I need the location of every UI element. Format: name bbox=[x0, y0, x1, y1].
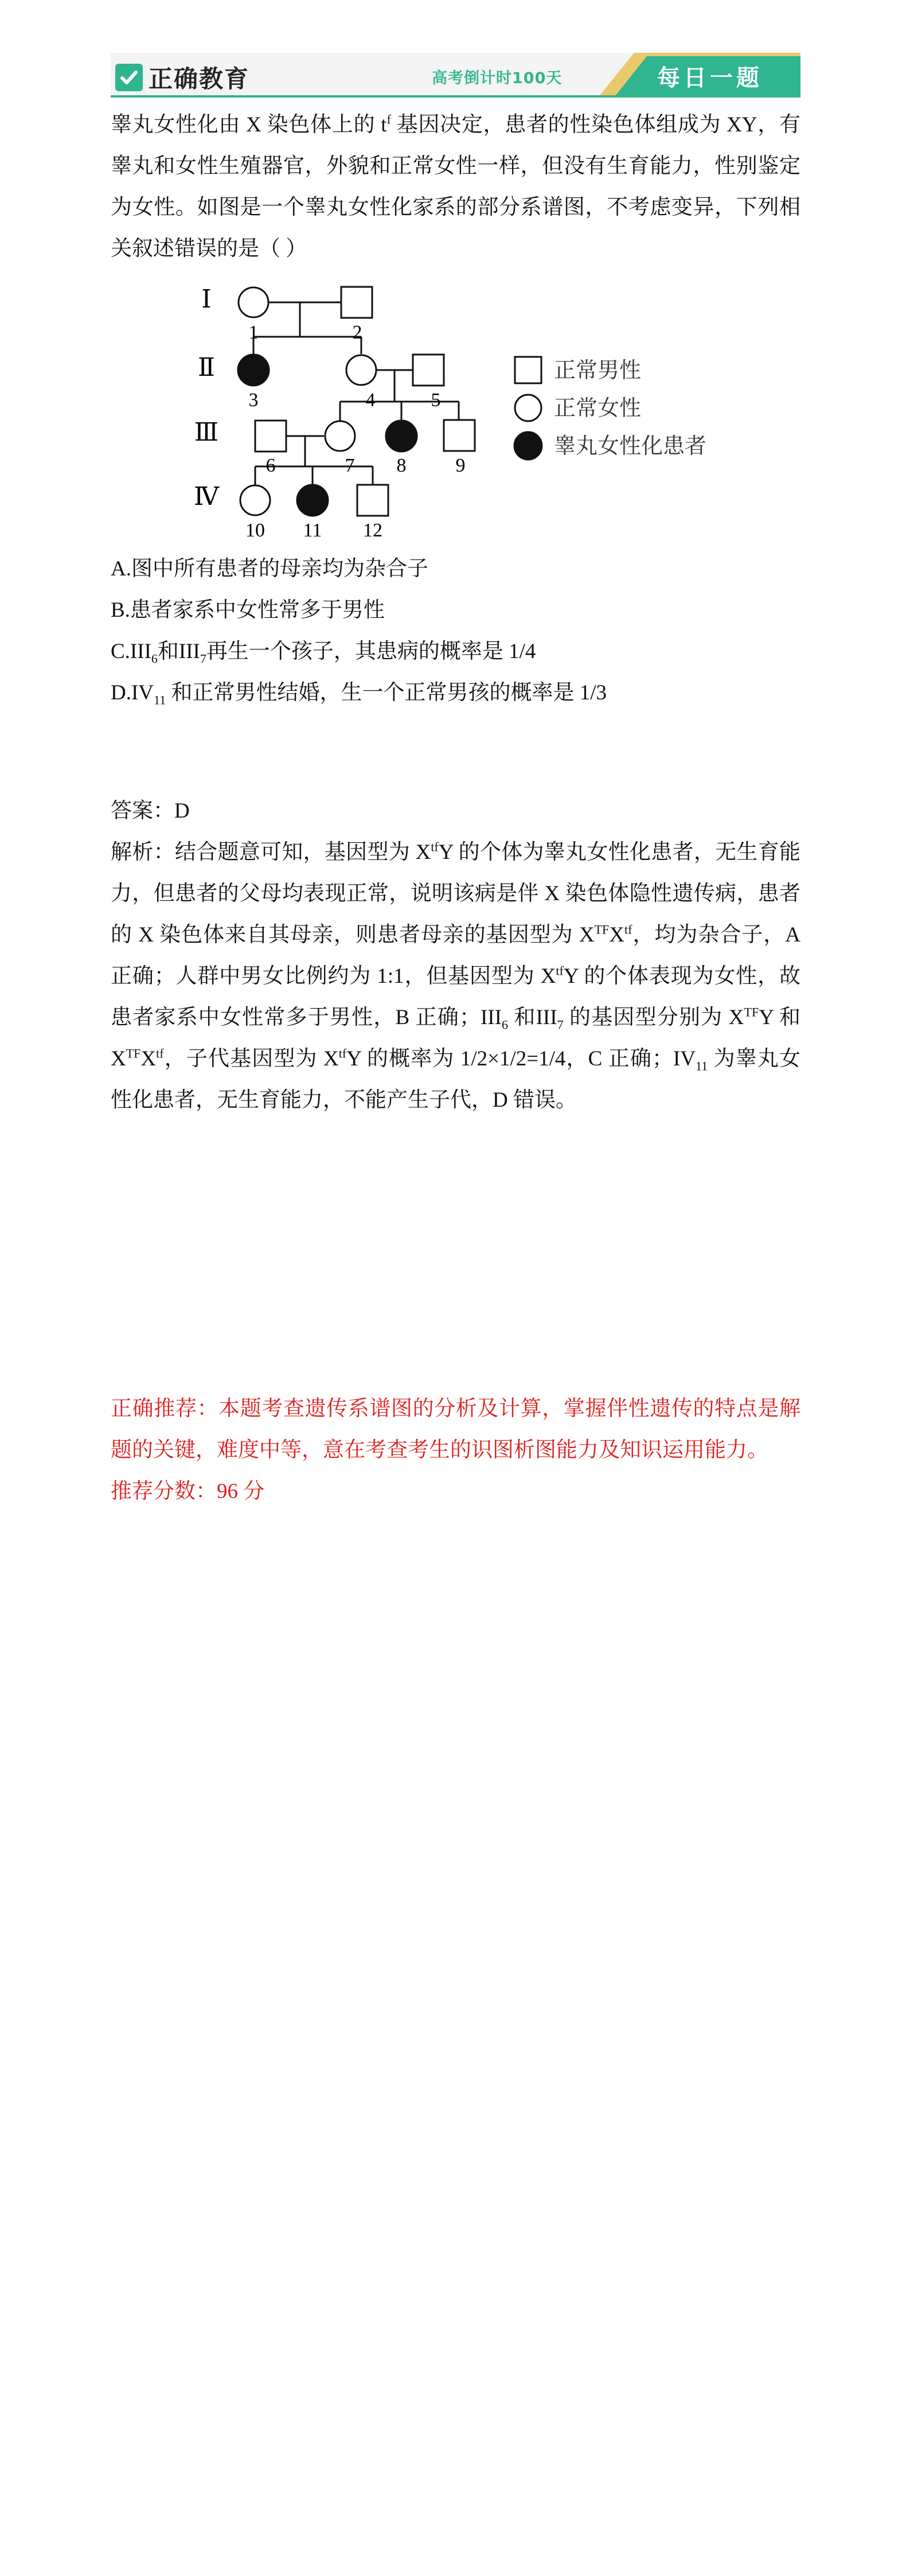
generation-label-2: Ⅱ bbox=[198, 353, 215, 382]
legend-normal-male: 正常男性 bbox=[554, 357, 642, 383]
explanation-sub-5: 6 bbox=[501, 1017, 508, 1032]
explanation-text-8: Y 和 X bbox=[111, 1006, 800, 1071]
recommendation-text: 正确推荐：本题考查遗传系谱图的分析及计算，掌握伴性遗传的特点是解题的关键，难度中等，意在考查考生的识图析图能力及知识运用能力。 bbox=[111, 1397, 800, 1462]
legend-patient: 睾丸女性化患者 bbox=[554, 433, 707, 458]
explanation-sup-9: tf bbox=[156, 1046, 164, 1061]
option-d-sub: 11 bbox=[154, 692, 166, 707]
individual-2-symbol bbox=[341, 287, 372, 318]
recommendation-score: 推荐分数：96 分 bbox=[111, 1480, 265, 1503]
stem-sup: f bbox=[386, 112, 391, 127]
individual-3-symbol bbox=[238, 355, 269, 386]
header-divider bbox=[111, 95, 800, 98]
generation-label-1: Ⅰ bbox=[201, 285, 212, 313]
option-d-text: D.IV bbox=[111, 681, 154, 705]
explanation-text-5: Y 的个体表现为女性，故患者家系中女性常多于男性，B 正确；III bbox=[111, 964, 800, 1029]
countdown-label: 高考倒计时100天 bbox=[432, 69, 563, 87]
individual-4-number: 4 bbox=[365, 390, 376, 411]
explanation-sup-7: TF bbox=[744, 1005, 759, 1019]
answer-section bbox=[111, 791, 800, 1121]
header-banner bbox=[111, 53, 800, 98]
explanation-text-10: ，子代基因型为 X bbox=[163, 1047, 339, 1071]
individual-8-number: 8 bbox=[396, 455, 407, 476]
brand-logo bbox=[115, 60, 249, 95]
explanation-text-11: Y 的概率为 1/2×1/2=1/4，C 正确；IV bbox=[346, 1047, 696, 1071]
recommendation-section bbox=[111, 1388, 800, 1512]
explanation-text-6: 和III bbox=[507, 1006, 557, 1029]
explanation-text-3: X bbox=[609, 923, 625, 947]
legend-male-icon bbox=[515, 357, 541, 383]
explanation-text-12: 为睾丸女性化患者，无生育能力，不能产生子代，D 错误。 bbox=[111, 1047, 801, 1112]
individual-7-number: 7 bbox=[345, 455, 355, 476]
individual-11-symbol bbox=[297, 485, 328, 516]
individual-2-number: 2 bbox=[352, 322, 362, 343]
explanation-sup-4: tf bbox=[556, 963, 564, 978]
individual-1-number: 1 bbox=[248, 322, 259, 343]
explanation-text-7: 的基因型分别为 X bbox=[563, 1006, 744, 1029]
checkmark-icon bbox=[115, 64, 143, 91]
option-d bbox=[111, 672, 800, 714]
stem-text-2: 基因决定，患者的性染色体组成为 XY，有睾丸和女性生殖器官，外貌和正常女性一样，但没有生育能力，性别鉴定为女性。如图是一个睾丸女性化家系的部分系谱图，不考虑变异，下列相关叙述错误的是（ ） bbox=[111, 113, 800, 260]
explanation-text-1: 结合题意可知，基因型为 X bbox=[174, 840, 431, 864]
legend-normal-female: 正常女性 bbox=[554, 395, 642, 421]
option-c-text-3: 再生一个孩子，其患病的概率是 1/4 bbox=[206, 640, 536, 663]
explanation-text-9: X bbox=[140, 1047, 157, 1071]
explanation-sub-6: 7 bbox=[557, 1017, 564, 1032]
options-list bbox=[111, 548, 800, 714]
option-c-sub-2: 7 bbox=[200, 651, 206, 666]
individual-10-number: 10 bbox=[245, 520, 265, 541]
option-d-text-2: 和正常男性结婚，生一个正常男孩的概率是 1/3 bbox=[166, 681, 607, 705]
individual-1-symbol bbox=[239, 287, 268, 317]
explanation bbox=[111, 832, 800, 1121]
individual-9-symbol bbox=[444, 420, 475, 451]
individual-11-number: 11 bbox=[303, 520, 322, 541]
explanation-label: 解析： bbox=[111, 840, 175, 864]
daily-question-label: 每日一题 bbox=[657, 65, 763, 91]
answer-line bbox=[111, 791, 800, 832]
individual-12-number: 12 bbox=[363, 520, 382, 541]
answer-value: D bbox=[174, 799, 190, 823]
option-c bbox=[111, 631, 800, 672]
individual-8-symbol bbox=[386, 421, 417, 452]
option-c-text: C.III bbox=[111, 640, 151, 663]
explanation-sup-8: TF bbox=[126, 1046, 141, 1061]
option-b: B.患者家系中女性常多于男性 bbox=[111, 598, 385, 622]
brand-name: 正确教育 bbox=[149, 65, 250, 93]
question-stem bbox=[111, 104, 800, 270]
option-c-text-2: 和III bbox=[157, 640, 200, 663]
daily-question-tab bbox=[583, 53, 800, 95]
answer-label: 答案： bbox=[111, 799, 174, 823]
individual-10-symbol bbox=[240, 485, 270, 515]
individual-6-symbol bbox=[255, 421, 286, 452]
pedigree-legend bbox=[514, 357, 706, 460]
stem-text-1: 睾丸女性化由 X 染色体上的 t bbox=[111, 113, 387, 137]
individual-6-number: 6 bbox=[265, 455, 276, 476]
legend-female-icon bbox=[515, 395, 541, 421]
explanation-text-2: Y 的个体为睾丸女性化患者，无生育能力，但患者的父母均表现正常，说明该病是伴 X 染色体隐性遗传病，患者的 X 染色体来自其母亲，则患者母亲的基因型为 X bbox=[111, 840, 800, 947]
generation-label-4: Ⅳ bbox=[194, 482, 219, 511]
explanation-sub-11: 11 bbox=[696, 1059, 708, 1073]
option-a: A.图中所有患者的母亲均为杂合子 bbox=[111, 557, 428, 581]
individual-12-symbol bbox=[357, 485, 388, 516]
individual-9-number: 9 bbox=[455, 455, 466, 476]
explanation-text-4: ，均为杂合子，A 正确；人群中男女比例约为 1:1，但基因型为 X bbox=[111, 923, 800, 988]
generation-label-3: Ⅲ bbox=[194, 418, 219, 446]
individual-7-symbol bbox=[325, 421, 355, 451]
option-c-sub-1: 6 bbox=[151, 651, 158, 666]
individual-3-number: 3 bbox=[248, 390, 259, 411]
explanation-sup-2: TF bbox=[594, 922, 610, 937]
pedigree-diagram bbox=[189, 281, 734, 551]
explanation-sup-1: tf bbox=[431, 839, 439, 854]
individual-5-symbol bbox=[413, 355, 444, 386]
individual-5-number: 5 bbox=[431, 390, 441, 411]
explanation-sup-3: tf bbox=[624, 922, 632, 937]
explanation-sup-10: tf bbox=[338, 1046, 347, 1061]
individual-4-symbol bbox=[346, 355, 376, 385]
legend-patient-icon bbox=[514, 432, 542, 460]
